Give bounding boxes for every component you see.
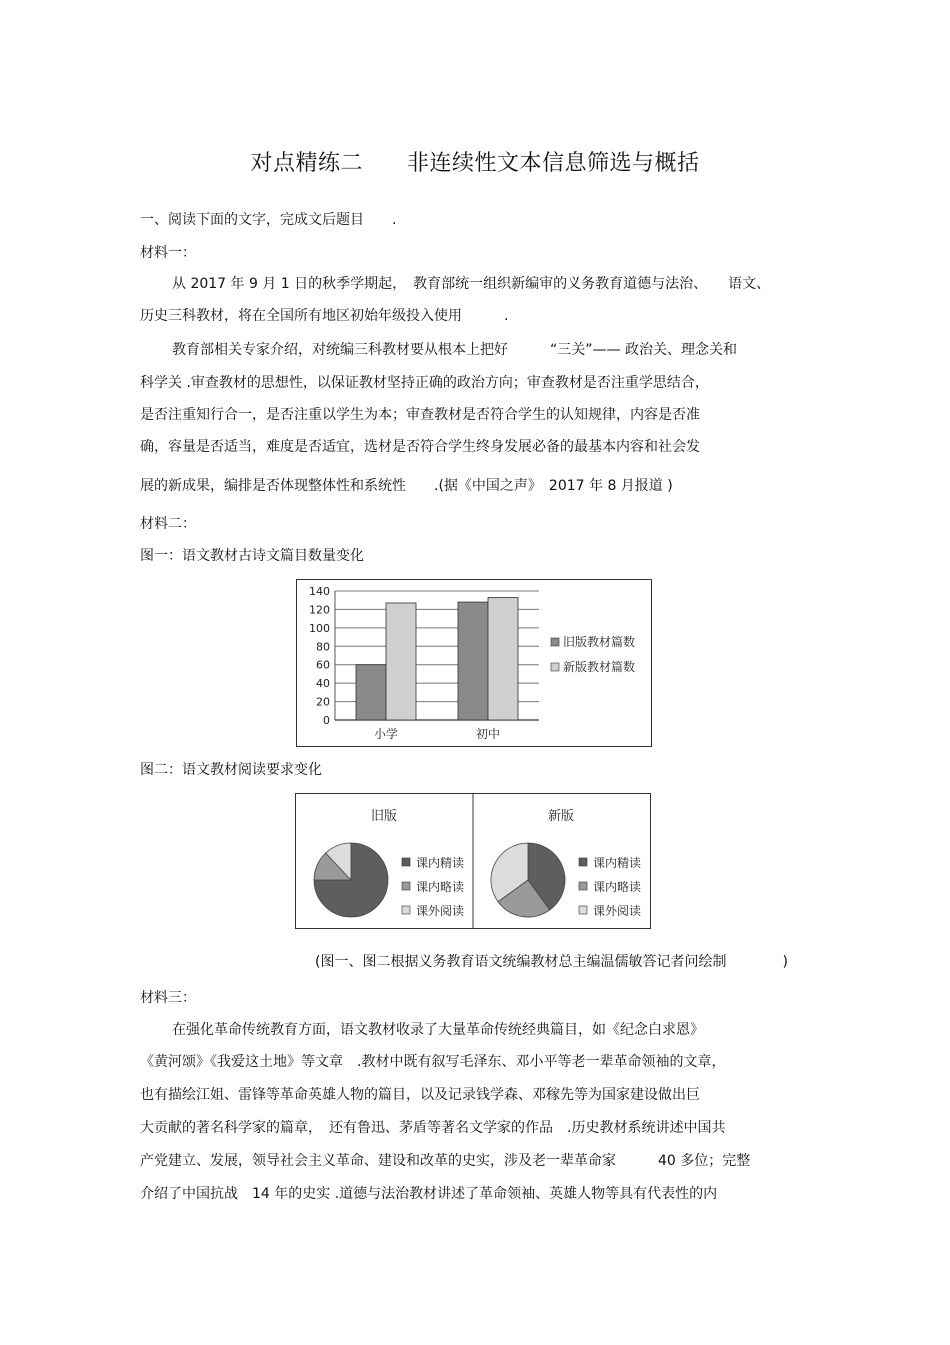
- m1-para2-line5: 展的新成果，编排是否体现整体性和系统性 .(据《中国之声》 2017 年 8 月报道 ): [140, 478, 673, 494]
- title-part-b: 非连续性文本信息筛选与概括: [407, 151, 700, 176]
- pie-legend-swatch-0-0: [402, 858, 410, 866]
- pie-legend-label: 课外阅读: [416, 904, 465, 918]
- pie-legend-label: 课内精读: [593, 856, 642, 870]
- m3-line4: 大贡献的著名科学家的篇章， 还有鲁迅、茅盾等著名文学家的作品 .历史教材系统讲述中国共: [140, 1120, 726, 1136]
- m1-para2-line4: 确，容量是否适当，难度是否适宜，选材是否符合学生终身发展必备的最基本内容和社会发: [140, 439, 700, 455]
- pie-legend-swatch-1-0: [579, 858, 587, 866]
- pie-chart-svg: [296, 794, 650, 928]
- material-one-label: 材料一：: [140, 245, 196, 261]
- figure-one-chart: [296, 579, 652, 747]
- pie-legend-label: 课内略读: [416, 880, 465, 894]
- pie-title: 新版: [547, 809, 575, 824]
- pie-legend-swatch-1-2: [579, 906, 587, 914]
- figure-two-chart: [295, 793, 651, 929]
- figure-one-caption: 图一：语文教材古诗文篇目数量变化: [140, 548, 364, 564]
- legend-swatch-1: [551, 663, 559, 671]
- bar-old-1: [458, 602, 488, 720]
- m3-line1: 在强化革命传统教育方面，语文教材收录了大量革命传统经典篇目，如《纪念白求恩》: [172, 1022, 704, 1038]
- legend-label: 旧版教材篇数: [563, 635, 636, 649]
- pie-legend-label: 课内略读: [593, 880, 642, 894]
- m3-line5: 产党建立、发展，领导社会主义革命、建设和改革的史实，涉及老一辈革命家 40 多位；完整: [140, 1153, 751, 1169]
- title-part-a: 对点精练二: [250, 151, 363, 176]
- m1-para2-line3: 是否注重知行合一，是否注重以学生为本；审查教材是否符合学生的认知规律，内容是否准: [140, 407, 700, 423]
- pie-legend-swatch-1-1: [579, 882, 587, 890]
- x-tick-label: 小学: [373, 727, 399, 741]
- m1-para2-line1: 教育部相关专家介绍，对统编三科教材要从根本上把好 “三关”—— 政治关、理念关和: [172, 342, 737, 358]
- pie-legend-swatch-0-1: [402, 882, 410, 890]
- bar-chart-svg: [297, 580, 651, 746]
- m3-line3: 也有描绘江姐、雷锋等革命英雄人物的篇目，以及记录钱学森、邓稼先等为国家建设做出巨: [140, 1087, 700, 1103]
- y-tick-label: 60: [316, 658, 330, 672]
- page-title: [0, 146, 950, 177]
- m3-line6: 介绍了中国抗战 14 年的史实 .道德与法治教材讲述了革命领袖、英雄人物等具有代表性的内: [140, 1186, 718, 1202]
- y-tick-label: 20: [316, 695, 330, 709]
- m1-para1-line2: 历史三科教材，将在全国所有地区初始年级投入使用 .: [140, 308, 509, 324]
- y-tick-label: 100: [309, 621, 330, 635]
- figure-two-caption: 图二：语文教材阅读要求变化: [140, 762, 322, 778]
- y-tick-label: 40: [316, 677, 330, 691]
- y-tick-label: 120: [309, 603, 330, 617]
- m1-para2-line2: 科学关 .审查教材的思想性，以保证教材坚持正确的政治方向；审查教材是否注重学思结合，: [140, 375, 709, 391]
- pie-legend-swatch-0-2: [402, 906, 410, 914]
- legend-swatch-0: [551, 638, 559, 646]
- bar-old-0: [356, 665, 386, 720]
- figure-source-note: (图一、图二根据义务教育语文统编教材总主编温儒敏答记者问绘制 ): [315, 954, 788, 970]
- pie-title: 旧版: [370, 809, 398, 824]
- pie-legend-label: 课内精读: [416, 856, 465, 870]
- y-tick-label: 0: [323, 714, 330, 727]
- material-three-label: 材料三：: [140, 990, 196, 1006]
- question-heading: 一、阅读下面的文字，完成文后题目 .: [140, 212, 397, 228]
- bar-new-0: [386, 603, 416, 720]
- m3-line2: 《黄河颂》《我爱这土地》等文章 .教材中既有叙写毛泽东、邓小平等老一辈革命领袖的文章，: [140, 1054, 726, 1070]
- material-two-label: 材料二：: [140, 516, 196, 532]
- m1-para1-line1: 从 2017 年 9 月 1 日的秋季学期起， 教育部统一组织新编审的义务教育道德与法治、 语文、: [172, 276, 771, 292]
- bar-new-1: [488, 597, 518, 720]
- pie-legend-label: 课外阅读: [593, 904, 642, 918]
- x-tick-label: 初中: [475, 727, 501, 741]
- y-tick-label: 140: [309, 585, 330, 598]
- legend-label: 新版教材篇数: [563, 660, 636, 674]
- y-tick-label: 80: [316, 640, 330, 654]
